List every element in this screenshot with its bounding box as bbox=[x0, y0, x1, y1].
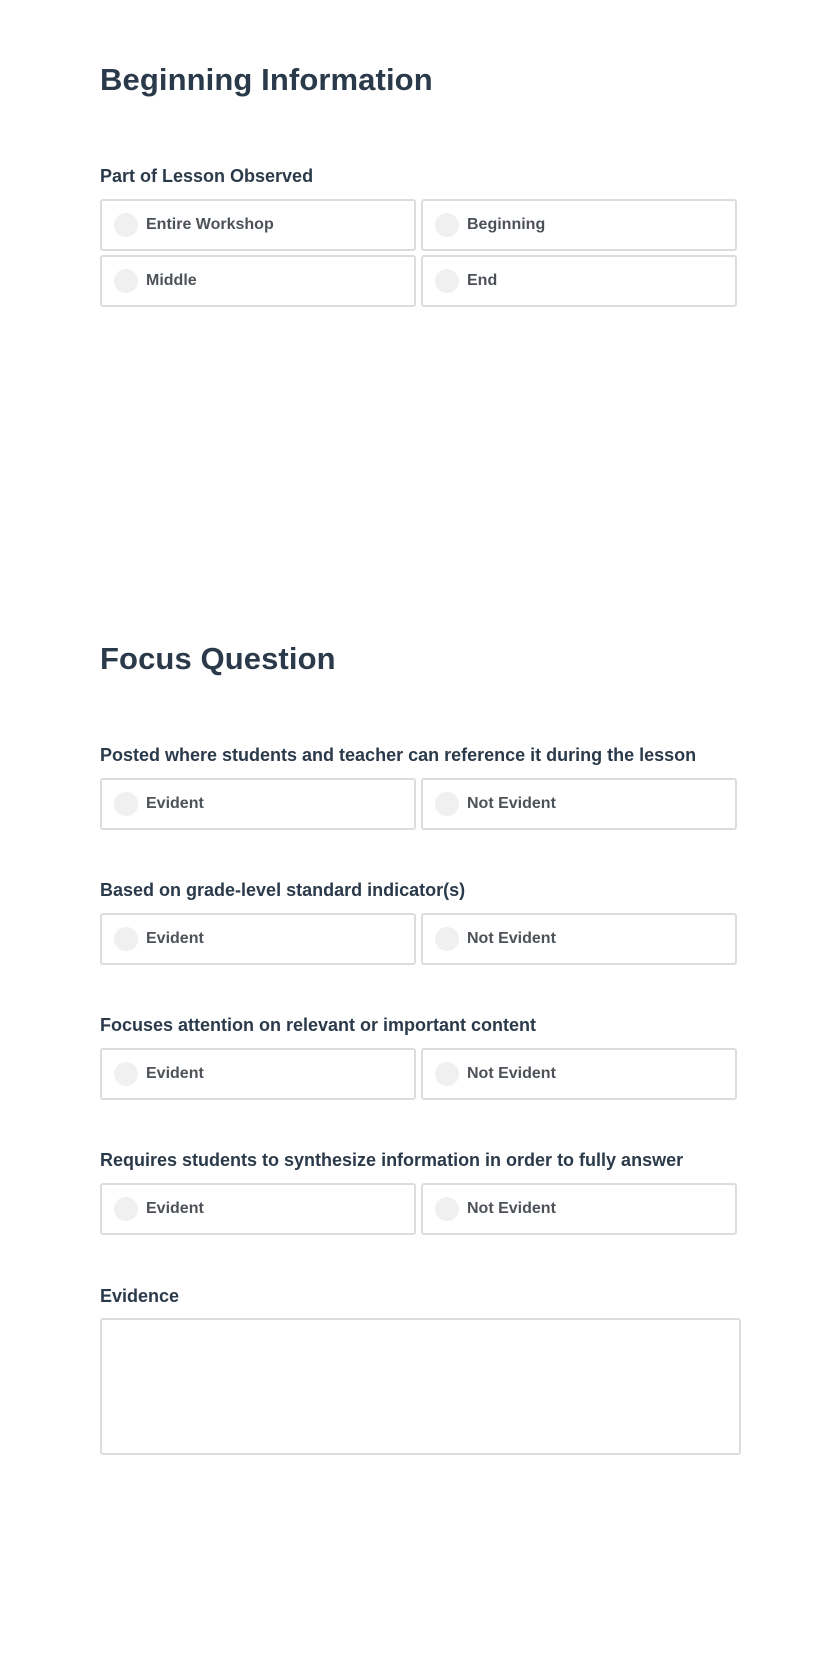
option-label: Not Evident bbox=[467, 1200, 556, 1217]
option-middle[interactable] bbox=[100, 255, 416, 307]
radio-circle-icon[interactable] bbox=[114, 1197, 138, 1221]
option-q3-evident[interactable] bbox=[100, 1048, 416, 1100]
option-label: Entire Workshop bbox=[146, 216, 274, 233]
option-entire-workshop[interactable] bbox=[100, 199, 416, 251]
option-label: Not Evident bbox=[467, 795, 556, 812]
option-label: Not Evident bbox=[467, 930, 556, 947]
option-beginning[interactable] bbox=[421, 199, 737, 251]
option-label: End bbox=[467, 272, 498, 289]
radio-circle-icon[interactable] bbox=[114, 1062, 138, 1086]
evidence-textarea[interactable] bbox=[100, 1318, 741, 1455]
option-q3-not-evident[interactable] bbox=[421, 1048, 737, 1100]
field-label-posted-reference: Posted where students and teacher can reference it during the lesson bbox=[100, 745, 697, 765]
option-q4-evident[interactable] bbox=[100, 1183, 416, 1235]
radio-circle-icon[interactable] bbox=[435, 269, 459, 293]
option-end[interactable] bbox=[421, 255, 737, 307]
option-label: Evident bbox=[146, 795, 204, 812]
radio-circle-icon[interactable] bbox=[435, 1062, 459, 1086]
option-q2-not-evident[interactable] bbox=[421, 913, 737, 965]
field-label-focuses-attention: Focuses attention on relevant or important content bbox=[100, 1015, 537, 1035]
field-label-evidence: Evidence bbox=[100, 1286, 180, 1306]
radio-circle-icon[interactable] bbox=[435, 1197, 459, 1221]
option-label: Middle bbox=[146, 272, 197, 289]
option-q4-not-evident[interactable] bbox=[421, 1183, 737, 1235]
option-q1-not-evident[interactable] bbox=[421, 778, 737, 830]
option-label: Evident bbox=[146, 1200, 204, 1217]
radio-circle-icon[interactable] bbox=[114, 213, 138, 237]
option-q2-evident[interactable] bbox=[100, 913, 416, 965]
section-title-focus-question: Focus Question bbox=[100, 641, 336, 676]
radio-circle-icon[interactable] bbox=[114, 792, 138, 816]
section-title-beginning-information: Beginning Information bbox=[100, 62, 433, 97]
field-label-grade-level-standard: Based on grade-level standard indicator(s) bbox=[100, 880, 466, 900]
option-label: Evident bbox=[146, 930, 204, 947]
option-q1-evident[interactable] bbox=[100, 778, 416, 830]
radio-circle-icon[interactable] bbox=[435, 792, 459, 816]
radio-circle-icon[interactable] bbox=[435, 927, 459, 951]
field-label-part-of-lesson: Part of Lesson Observed bbox=[100, 166, 314, 186]
option-label: Evident bbox=[146, 1065, 204, 1082]
radio-circle-icon[interactable] bbox=[114, 927, 138, 951]
option-label: Beginning bbox=[467, 216, 546, 233]
radio-circle-icon[interactable] bbox=[435, 213, 459, 237]
field-label-synthesize-information: Requires students to synthesize information in order to fully answer bbox=[100, 1150, 684, 1170]
option-label: Not Evident bbox=[467, 1065, 556, 1082]
radio-circle-icon[interactable] bbox=[114, 269, 138, 293]
